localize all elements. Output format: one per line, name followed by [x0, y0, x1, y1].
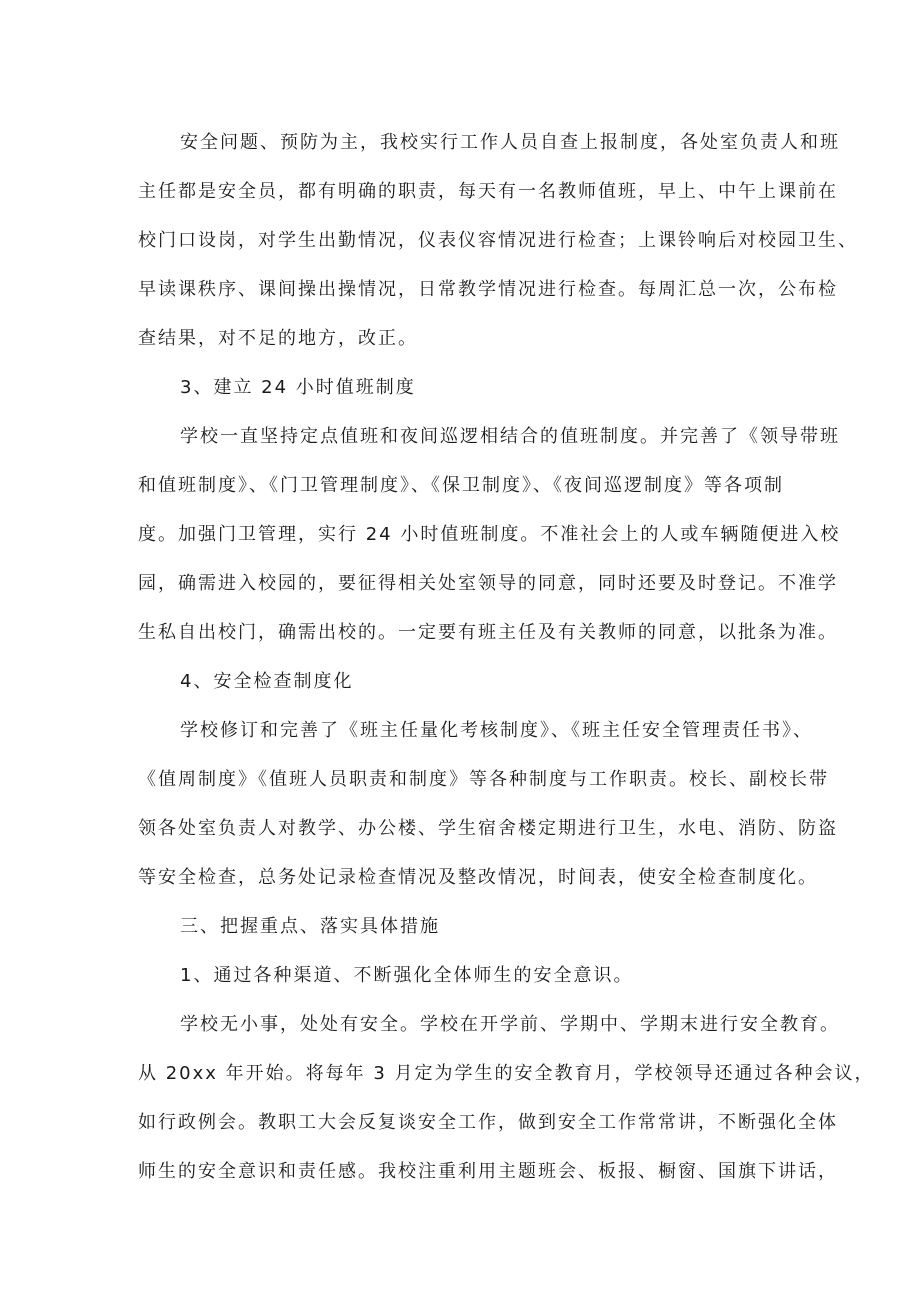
paragraph-line: 师生的安全意识和责任感。我校注重利用主题班会、板报、橱窗、国旗下讲话， [138, 1161, 838, 1182]
paragraph-line: 园，确需进入校园的，要征得相关处室领导的同意，同时还要及时登记。不准学 [138, 573, 838, 594]
paragraph-line: 和值班制度》、《门卫管理制度》、《保卫制度》、《夜间巡逻制度》等各项制 [138, 475, 784, 496]
section-heading: 4、安全检查制度化 [180, 671, 354, 692]
paragraph-line: 学校无小事，处处有安全。学校在开学前、学期中、学期末进行安全教育。 [180, 1014, 840, 1035]
paragraph-line: 从 20xx 年开始。将每年 3 月定为学生的安全教育月，学校领导还通过各种会议， [138, 1063, 875, 1084]
paragraph-line: 安全问题、预防为主，我校实行工作人员自查上报制度，各处室负责人和班 [180, 132, 840, 153]
paragraph-line: 查结果，对不足的地方，改正。 [138, 328, 418, 349]
paragraph-line: 早读课秩序、课间操出操情况，日常教学情况进行检查。每周汇总一次，公布检 [138, 279, 838, 300]
section-heading: 三、把握重点、落实具体措施 [180, 916, 440, 937]
paragraph-line: 学校修订和完善了《班主任量化考核制度》、《班主任安全管理责任书》、 [180, 720, 813, 741]
paragraph-line: 校门口设岗，对学生出勤情况，仪表仪容情况进行检查；上课铃响后对校园卫生、 [138, 230, 858, 251]
paragraph-line: 生私自出校门，确需出校的。一定要有班主任及有关教师的同意，以批条为准。 [138, 622, 838, 643]
paragraph-line: 领各处室负责人对教学、办公楼、学生宿舍楼定期进行卫生，水电、消防、防盗 [138, 818, 838, 839]
paragraph-line: 《值周制度》《值班人员职责和制度》等各种制度与工作职责。校长、副校长带 [138, 769, 829, 790]
paragraph-line: 主任都是安全员，都有明确的职责，每天有一名教师值班，早上、中午上课前在 [138, 181, 838, 202]
section-heading: 3、建立 24 小时值班制度 [180, 377, 416, 398]
paragraph-line: 度。加强门卫管理，实行 24 小时值班制度。不准社会上的人或车辆随便进入校 [138, 524, 841, 545]
paragraph-line: 学校一直坚持定点值班和夜间巡逻相结合的值班制度。并完善了《领导带班 [180, 426, 840, 447]
paragraph-line: 如行政例会。教职工大会反复谈安全工作，做到安全工作常常讲，不断强化全体 [138, 1112, 838, 1133]
paragraph-line: 等安全检查，总务处记录检查情况及整改情况，时间表，使安全检查制度化。 [138, 867, 818, 888]
section-heading: 1、通过各种渠道、不断强化全体师生的安全意识。 [180, 965, 634, 986]
